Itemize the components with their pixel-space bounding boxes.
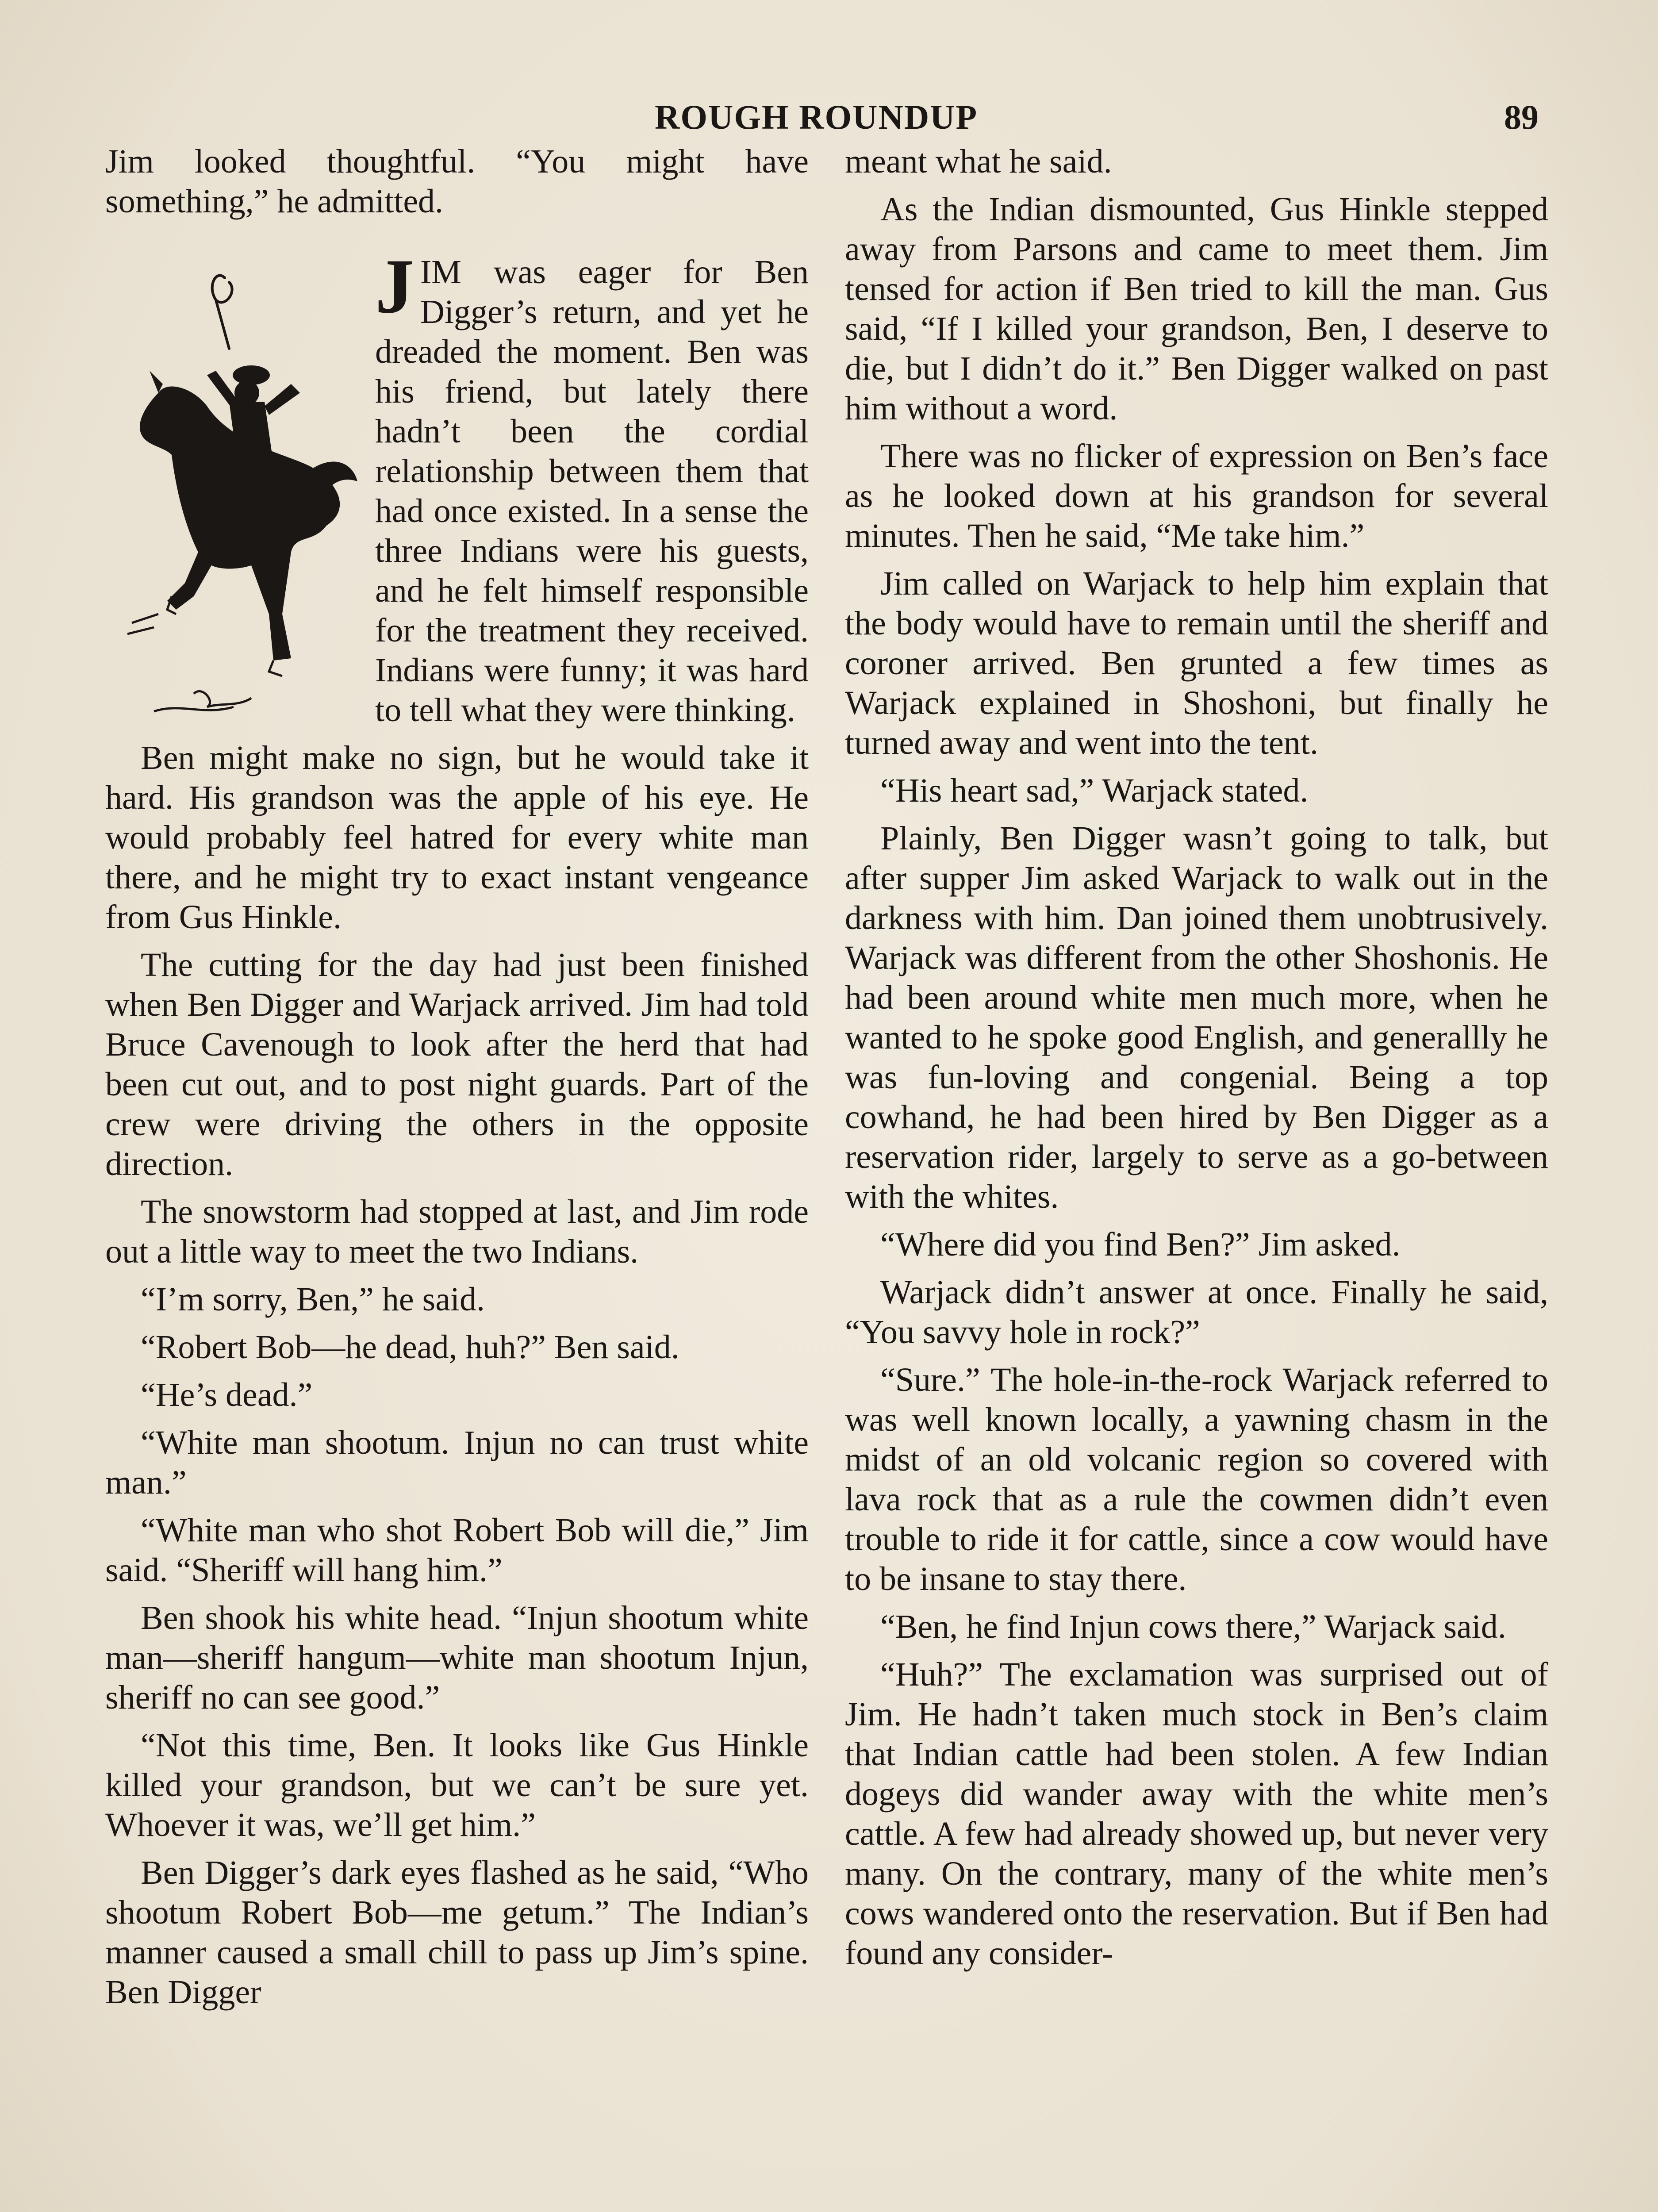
paragraph: “White man who shot Robert Bob will die,” Jim said. “Sheriff will hang him.” — [105, 1512, 809, 1589]
paragraph: Jim looked thoughtful. “You might have something,” he admitted. — [105, 143, 809, 220]
paragraph: Ben Digger’s dark eyes flashed as he said, “Who shootum Robert Bob—me getum.” The Indian’s manner caused a small chill to pass up Jim’s spine. Ben Digger — [105, 1854, 809, 2011]
drop-cap: J — [375, 243, 414, 330]
paragraph: “Sure.” The hole-in-the-rock Warjack referred to was well known locally, a yawning chasm in the midst of an old volcanic region so covered with lava rock that as a rule the cowmen didn’t even trouble to ride it for cattle, since a cow would have to be insane to stay there. — [845, 1361, 1548, 1598]
paragraph: Plainly, Ben Digger wasn’t going to talk, but after supper Jim asked Warjack to walk out in the darkness with him. Dan joined them unobtrusively. Warjack was different from the other Shoshonis. He had been around white men much more, when he wanted to he spoke good English, and generallly he was fun-loving and congenial. Being a top cowhand, he had been hired by Ben Digger as a reservation rider, largely to serve as a go-between with the whites. — [845, 820, 1548, 1215]
paragraph: Jim called on Warjack to help him explain that the body would have to remain until the sheriff and coroner arrived. Ben grunted a few times as Warjack explained in Shoshoni, but finally he turned away and went into the tent. — [845, 565, 1548, 761]
paragraph: The cutting for the day had just been finished when Ben Digger and Warjack arrived. Jim had told Bruce Cavenough to look after the herd that had been cut out, and to post night guards. Part of the crew were driving the others in the opposite direction. — [105, 946, 809, 1183]
paragraph-text: IM was eager for Ben Digger’s return, and yet he dreaded the moment. Ben was his friend, but lately there hadn’t been the cordial relationship between them that had once existed. In a sense the three Indians were his guests, and he felt himself responsible for the treatment they received. Indians were funny; it was hard to tell what they were thinking. — [375, 253, 809, 729]
paragraph: “Not this time, Ben. It looks like Gus Hinkle killed your grandson, but we can’t be sure yet. Whoever it was, we’ll get him.” — [105, 1727, 809, 1843]
page-number: 89 — [1504, 98, 1539, 136]
paragraph: “Robert Bob—he dead, huh?” Ben said. — [141, 1329, 679, 1366]
paragraph: “I’m sorry, Ben,” he said. — [141, 1281, 485, 1318]
page-header — [0, 93, 1658, 142]
right-column — [845, 142, 1548, 2212]
paragraph: Ben might make no sign, but he would take it hard. His grandson was the apple of his eye. He would probably feel hatred for every white man there, and he might try to exact instant vengeance from Gus Hinkle. — [105, 739, 809, 936]
paragraph: The snowstorm had stopped at last, and Jim rode out a little way to meet the two Indians. — [105, 1193, 809, 1270]
paragraph: “Where did you find Ben?” Jim asked. — [880, 1226, 1401, 1263]
paragraph: “Huh?” The exclamation was surprised out of Jim. He hadn’t taken much stock in Ben’s claim that Indian cattle had been stolen. A few Indian dogeys did wander away with the white men’s cattle. A few had already showed up, but never very many. On the contrary, many of the white men’s cows wandered onto the reservation. But if Ben had found any consider- — [845, 1656, 1548, 1972]
left-column — [105, 142, 809, 2212]
paragraph: There was no flicker of expression on Ben’s face as he looked down at his grandson for several minutes. Then he said, “Me take him.” — [845, 438, 1548, 554]
paragraph: “White man shootum. Injun no can trust white man.” — [105, 1424, 809, 1501]
paragraph: “He’s dead.” — [141, 1376, 313, 1413]
running-title: ROUGH ROUNDUP — [655, 98, 978, 136]
paragraph: meant what he said. — [845, 143, 1112, 180]
paragraph: Warjack didn’t answer at once. Finally he said, “You savvy hole in rock?” — [845, 1274, 1548, 1351]
paragraph: As the Indian dismounted, Gus Hinkle stepped away from Parsons and came to meet them. Jim tensed for action if Ben tried to kill the man. Gus said, “If I killed your grandson, Ben, I deserve to die, but I didn’t do it.” Ben Digger walked on past him without a word. — [845, 191, 1548, 427]
paragraph: “His heart sad,” Warjack stated. — [880, 772, 1309, 809]
paragraph: Ben shook his white head. “Injun shootum white man—sheriff hangum—white man shootum Injun, sheriff no can see good.” — [105, 1599, 809, 1716]
bronco-rider-icon — [105, 260, 362, 729]
paragraph: “Ben, he find Injun cows there,” Warjack said. — [880, 1608, 1506, 1645]
